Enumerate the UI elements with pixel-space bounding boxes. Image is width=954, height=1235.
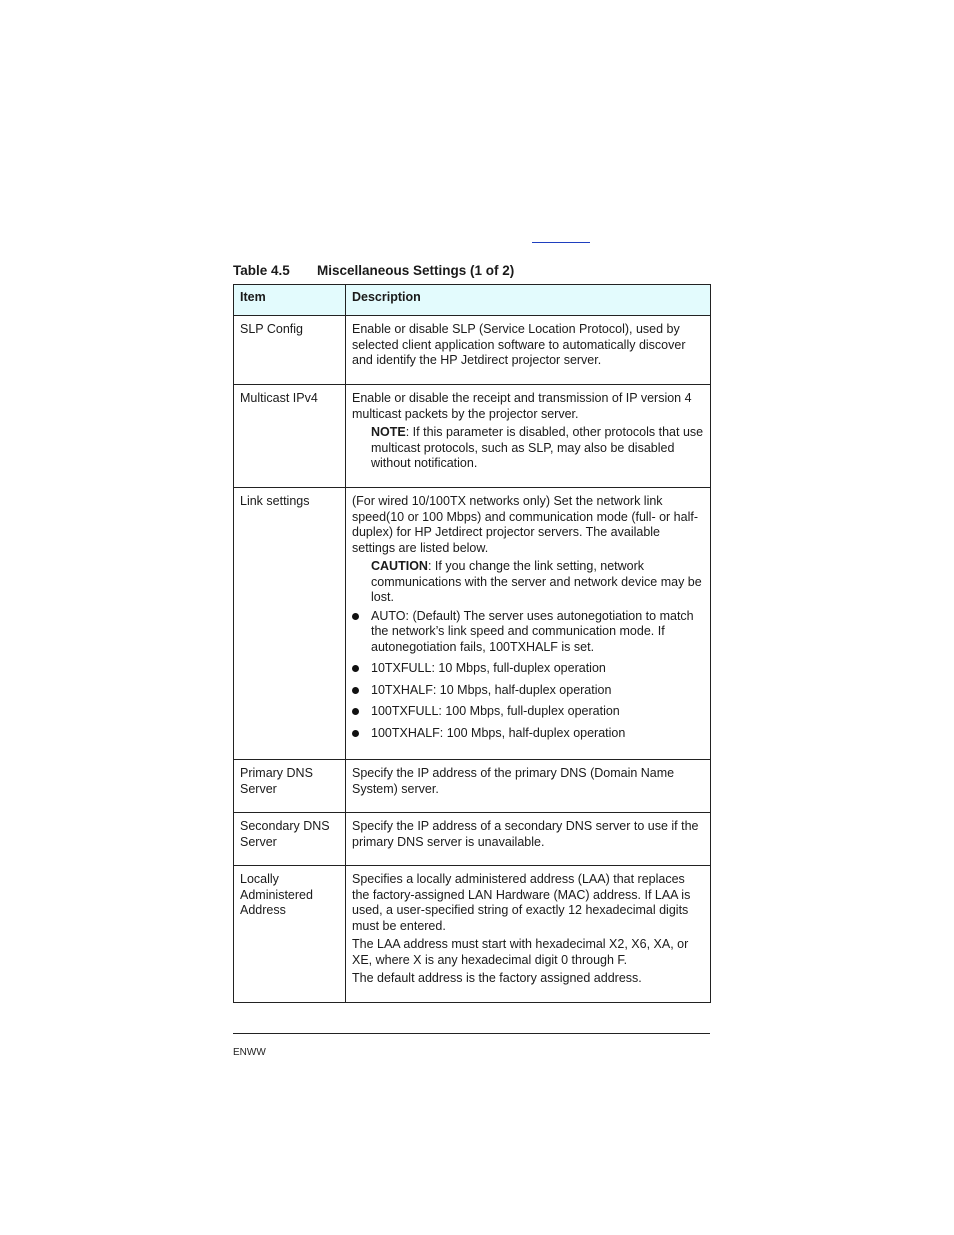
link-options-list [352,609,704,742]
miscellaneous-settings-table [233,284,711,1003]
table-header-row [234,285,711,316]
row-item-primary-dns-server: Primary DNS Server [234,760,346,813]
bullet-icon [352,708,359,715]
note-text: : If this parameter is disabled, other protocols that use multicast protocols, such as SLP, may also be disabled without notification. [371,425,704,470]
bullet-icon [352,730,359,737]
row-description [346,488,711,760]
note-label: NOTE [371,425,406,439]
footer-label: ENWW [233,1047,266,1058]
table-row [234,760,711,813]
row-item-multicast-ipv4: Multicast IPv4 [234,385,346,488]
list-item [352,609,704,656]
row-item-locally-administered-address: Locally Administered Address [234,866,346,1003]
list-item [352,661,704,677]
row-item-link-settings: Link settings [234,488,346,760]
table-row [234,866,711,1003]
description-text: Specify the IP address of the primary DNS (Domain Name System) server. [352,766,675,796]
list-item [352,683,704,699]
row-item-secondary-dns-server: Secondary DNS Server [234,813,346,866]
header-item: Item [234,285,346,316]
description-text: Enable or disable SLP (Service Location Protocol), used by selected client application software to automatically discover and identify the HP Jetdirect projector server. [352,322,686,367]
list-item-text: 100TXFULL: 100 Mbps, full-duplex operation [371,704,620,718]
description-text: Specify the IP address of a secondary DNS server to use if the primary DNS server is unavailable. [352,819,699,849]
row-item-slp-config: SLP Config [234,316,346,385]
list-item-text: 10TXFULL: 10 Mbps, full-duplex operation [371,661,606,675]
row-description [346,813,711,866]
note-paragraph [371,425,704,472]
list-item-text: 100TXHALF: 100 Mbps, half-duplex operation [371,725,626,740]
description-text: Enable or disable the receipt and transmission of IP version 4 multicast packets by the projector server. [352,391,692,421]
table-caption [233,263,514,278]
table-row [234,813,711,866]
bullet-icon [352,687,359,694]
list-item [352,704,704,720]
bullet-icon [352,613,359,620]
caution-text: : If you change the link setting, network communications with the server and network device may be lost. [371,559,702,604]
row-description [346,760,711,813]
list-item [352,726,704,742]
description-text: (For wired 10/100TX networks only) Set the network link speed(10 or 100 Mbps) and communication mode (full- or half-duplex) for HP Jetdirect projector servers. The available settings are listed below. [352,494,699,555]
description-text-3: The default address is the factory assigned address. [352,971,642,985]
row-description [346,385,711,488]
row-description [346,866,711,1003]
caution-paragraph [371,559,704,606]
description-text: Specifies a locally administered address (LAA) that replaces the factory-assigned LAN Hardware (MAC) address. If LAA is used, a user-specified string of exactly 12 hexadecimal digits must be entered. [352,872,691,933]
bullet-icon [352,665,359,672]
table-title: Miscellaneous Settings (1 of 2) [317,263,515,278]
row-description [346,316,711,385]
list-item-text: 10TXHALF: 10 Mbps, half-duplex operation [371,682,612,697]
table-row [234,316,711,385]
description-text-2: The LAA address must start with hexadecimal X2, X6, XA, or XE, where X is any hexadecimal digit 0 through F. [352,937,689,967]
table-row [234,488,711,760]
cross-reference-link[interactable] [532,242,590,243]
caution-label: CAUTION [371,559,428,573]
list-item-text: AUTO: (Default) The server uses autonegotiation to match the network’s link speed and communication mode. If autonegotiation fails, 100TXHALF is set. [371,608,694,654]
footer-divider [233,1033,710,1034]
table-row [234,385,711,488]
header-description: Description [346,285,711,316]
table-number: Table 4.5 [233,263,290,278]
